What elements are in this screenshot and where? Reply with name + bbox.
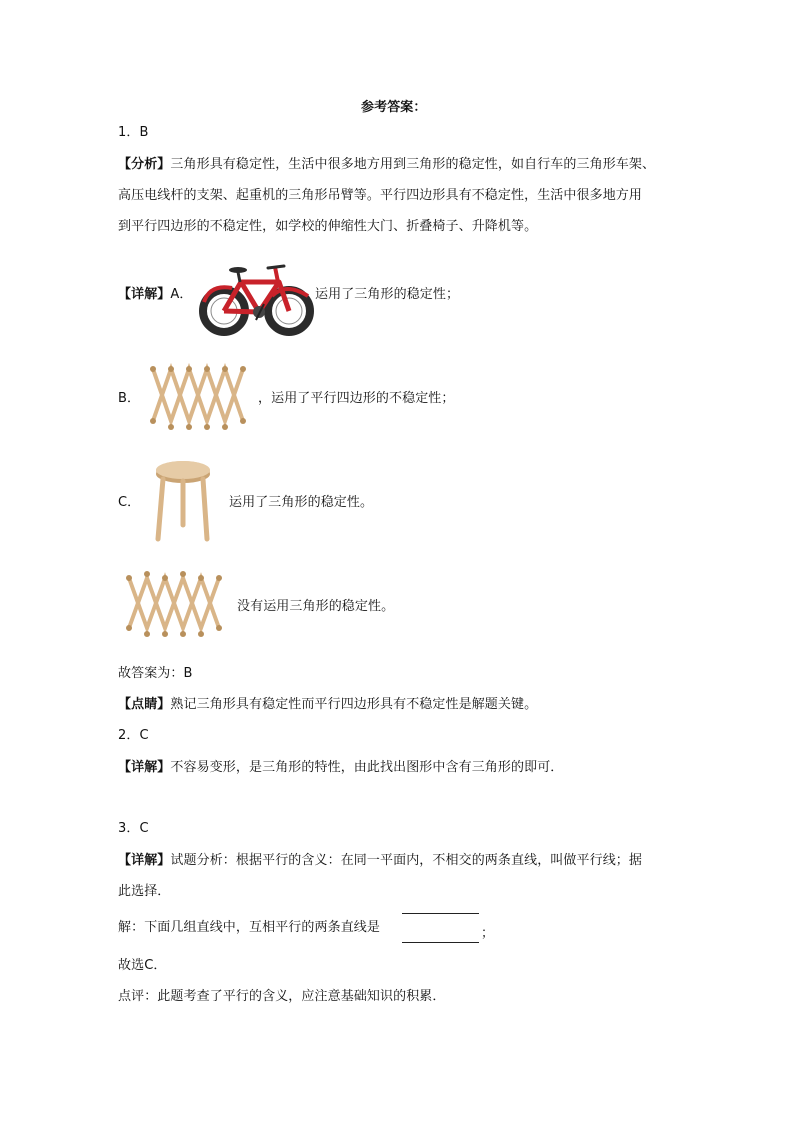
analysis-tag: 【分析】 xyxy=(118,157,171,172)
q3-detail-line-1 xyxy=(118,852,642,870)
q3-number: 3．C xyxy=(118,821,149,836)
q1-point xyxy=(118,696,537,714)
analysis-text-1: 三角形具有稳定性，生活中很多地方用到三角形的稳定性，如自行车的三角形车架、 xyxy=(170,157,656,172)
folding-rack-image-d xyxy=(125,568,223,640)
q1-option-a-label xyxy=(118,286,193,304)
q3-detail-text: 试题分析：根据平行的含义：在同一平面内，不相交的两条直线，叫做平行线；据 xyxy=(170,853,643,868)
q1-number: 1．B xyxy=(118,125,149,140)
q2-number: 2．C xyxy=(118,728,149,743)
parallel-line-top xyxy=(402,913,479,914)
q3-comment: 点评：此题考查了平行的含义，应注意基础知识的积累． xyxy=(118,989,446,1004)
q3-choice: 故选C． xyxy=(118,958,167,973)
q3-detail-tag: 【详解】 xyxy=(118,853,171,868)
q1-analysis-line-1 xyxy=(118,156,655,174)
option-a-prefix: A． xyxy=(170,287,193,302)
q1-option-b-text: ，运用了平行四边形的不稳定性； xyxy=(258,391,455,406)
q1-option-a-text: 运用了三角形的稳定性； xyxy=(315,287,460,302)
parallel-line-bottom xyxy=(402,942,479,943)
q1-answer: 故答案为：B xyxy=(118,666,193,681)
q1-option-b-prefix: B． xyxy=(118,391,141,406)
bicycle-image xyxy=(198,250,314,336)
point-tag: 【点睛】 xyxy=(118,697,171,712)
q1-analysis-line-3: 到平行四边形的不稳定性，如学校的伸缩性大门、折叠椅子、升降机等。 xyxy=(118,219,538,234)
point-text: 熟记三角形具有稳定性而平行四边形具有不稳定性是解题关键。 xyxy=(170,697,538,712)
q2-detail-tag: 【详解】 xyxy=(118,760,171,775)
q3-detail-line-2: 此选择． xyxy=(118,884,171,899)
page-title: 参考答案： xyxy=(361,100,427,115)
stool-image xyxy=(154,459,212,543)
q3-solution-end: ； xyxy=(481,926,495,941)
q1-option-c-text: 运用了三角形的稳定性。 xyxy=(229,495,374,510)
folding-rack-image-b xyxy=(149,359,249,433)
q1-option-d-text: 没有运用三角形的稳定性。 xyxy=(237,599,395,614)
q2-detail xyxy=(118,759,563,777)
q1-analysis-line-2: 高压电线杆的支架、起重机的三角形吊臂等。平行四边形具有不稳定性，生活中很多地方用 xyxy=(118,188,643,203)
q1-option-c-prefix: C． xyxy=(118,495,141,510)
q2-detail-text: 不容易变形，是三角形的特性，由此找出图形中含有三角形的即可． xyxy=(170,760,564,775)
q3-solution: 解：下面几组直线中，互相平行的两条直线是 xyxy=(118,920,381,935)
detail-tag: 【详解】 xyxy=(118,287,171,302)
